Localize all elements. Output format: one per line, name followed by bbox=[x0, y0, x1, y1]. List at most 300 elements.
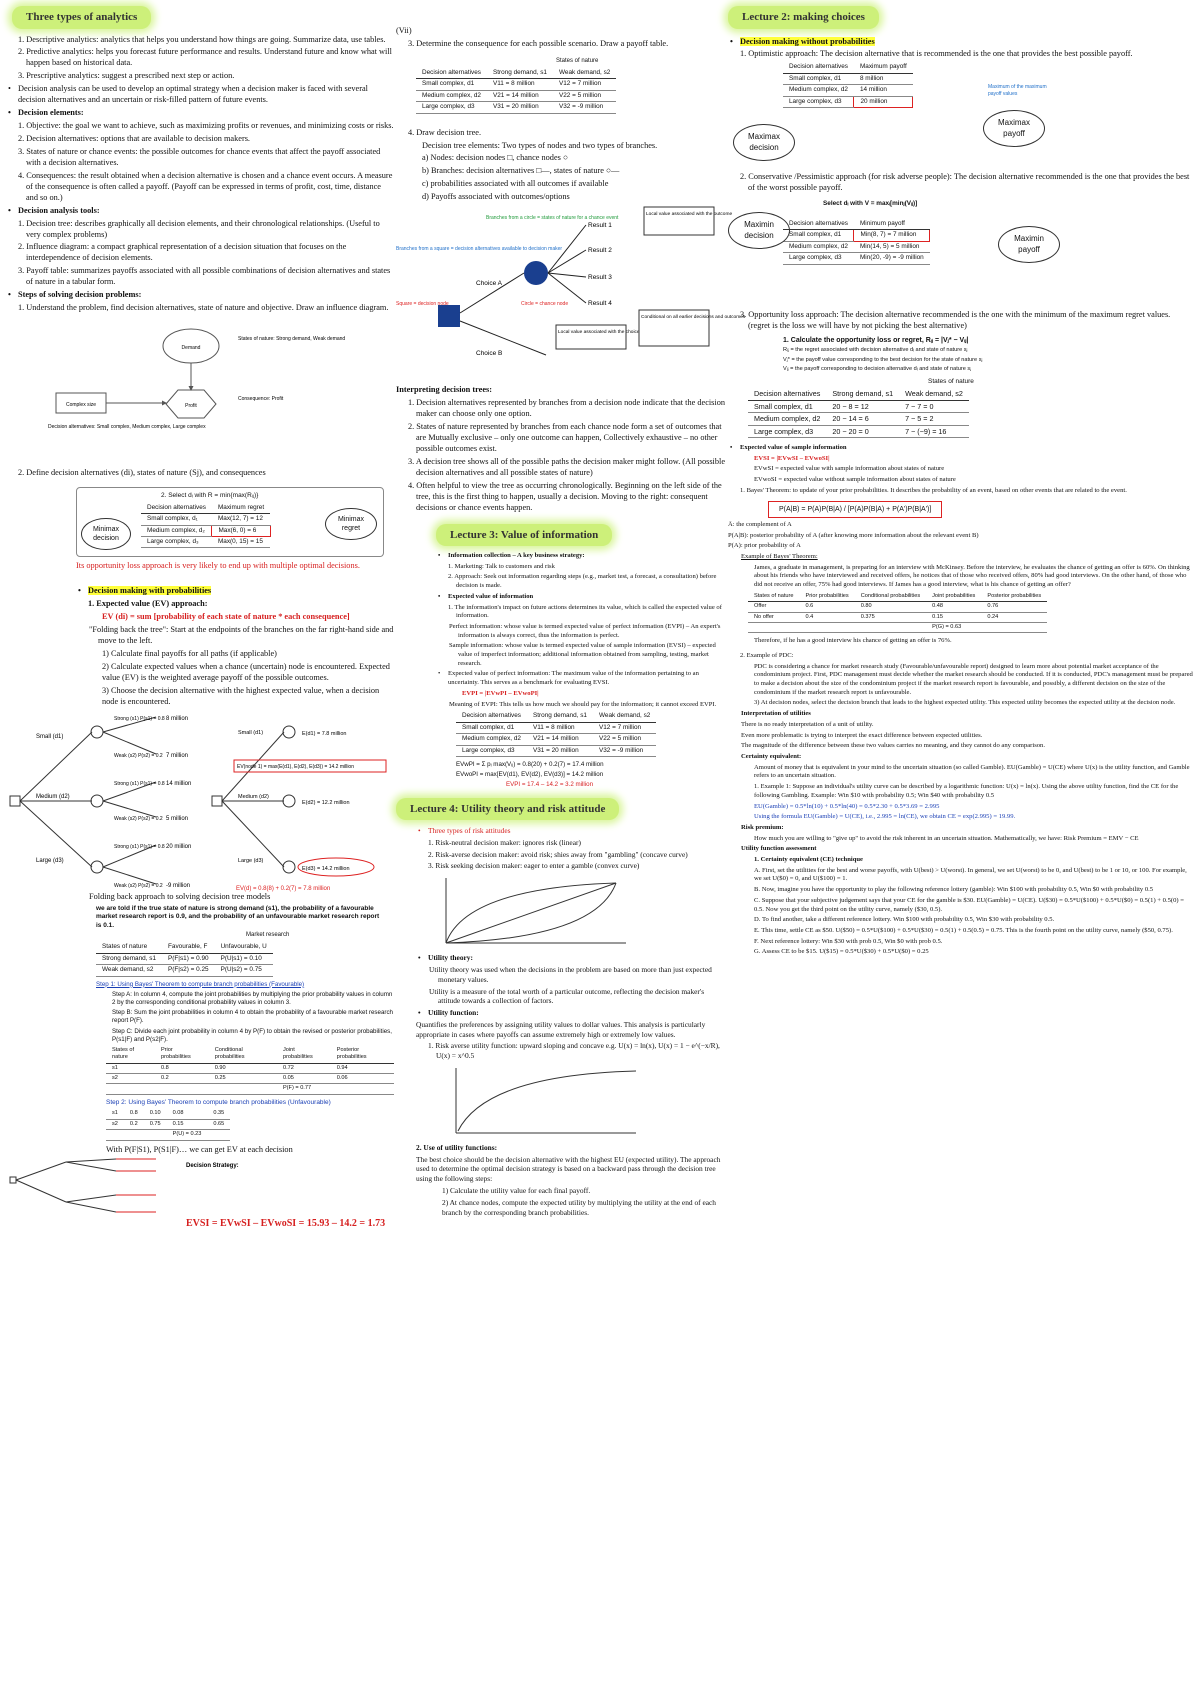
folded-evpi: EV(d) = 0.8(8) + 0.2(7) = 7.8 million bbox=[236, 885, 331, 892]
evsi-final: EVSI = EVwSI – EVwoSI = 15.93 – 14.2 = 1.73 bbox=[186, 1218, 386, 1230]
pt-r1c1: V21 = 14 million bbox=[487, 90, 553, 101]
ce-example: 1. Example 1: Suppose an individual's utility curve can be described by a logarithmic function: U(x) = ln(x). Using the above utility function, find the CE for the following Gambling. Example: Win $10 with probability 0.5; Win $40 with probability 0.5 bbox=[754, 783, 1179, 799]
risk-title: • Three types of risk attitudes bbox=[416, 826, 726, 836]
utility-2: Utility is a measure of the total worth of a particular outcome, reflecting the decision maker's attitude towards a collection of factors. bbox=[429, 986, 705, 1006]
choice-b: Choice B bbox=[476, 350, 503, 358]
ut-r0c1: 0.8 bbox=[124, 1109, 144, 1119]
analytics-1: 1. Descriptive analytics: analytics that helps you understand how things are going. Summarize data, use tables. bbox=[18, 34, 386, 44]
ex-r0c4: 0.76 bbox=[981, 602, 1047, 612]
minimax-formula: 2. Select dᵢ with R = min{max(Rᵢⱼ)} bbox=[161, 492, 259, 500]
evsi-formula: EVSI = |EVwSI – EVwoSI| bbox=[754, 454, 830, 462]
mt-r0c2: P(U|s1) = 0.10 bbox=[215, 953, 273, 964]
bayes-title: Step 1: Using Bayes' Theorem to compute branch probabilities (Favourable) bbox=[96, 980, 305, 988]
decision-analysis-text: • Decision analysis can be used to develop an optimal strategy when a decision maker is faced with several decision alternatives and an uncertain or risk-filled pattern of future events. bbox=[6, 84, 394, 106]
mx-r2c1: 20 million bbox=[854, 96, 913, 107]
folded-ev1: E(d1) = 7.8 million bbox=[302, 730, 347, 737]
interp-util-2: Even more problematic is trying to interpret the exact difference between expected utilities. bbox=[741, 731, 983, 739]
maximin-block bbox=[728, 200, 1194, 310]
without-title-text: Decision making without probabilities bbox=[740, 36, 875, 46]
minimax-table bbox=[141, 503, 271, 549]
bt-r1c1: 0.2 bbox=[155, 1074, 209, 1084]
mn-r2c0: Large complex, d3 bbox=[783, 253, 854, 264]
rg-r2c2: 7 − (−9) = 16 bbox=[899, 425, 969, 438]
regret-def-2: Vⱼ* = the payoff value corresponding to the best decision for the state of nature sⱼ bbox=[783, 356, 983, 363]
pt-h2: Weak demand, s2 bbox=[553, 68, 616, 79]
pt-r2c2: V32 = -9 million bbox=[553, 102, 616, 113]
tree-payoff-1: 8 million bbox=[166, 715, 189, 722]
pt-r1c2: V22 = 5 million bbox=[553, 90, 616, 101]
bt-r0c4: 0.94 bbox=[331, 1063, 394, 1073]
maximax-block bbox=[728, 62, 1194, 172]
evsi-item-1: EVwSI = expected value with sample information about states of nature bbox=[754, 465, 945, 473]
column-left bbox=[6, 0, 394, 1233]
demand-label: Demand bbox=[181, 345, 201, 352]
interp-util-1: There is no ready interpretation of a unit of utility. bbox=[741, 720, 874, 728]
influence-diagram bbox=[6, 316, 386, 466]
step3-text: 3. Determine the consequence for each possible scenario. Draw a payoff table. bbox=[408, 38, 669, 48]
risk-averse-fn: 1. Risk averse utility function: upward sloping and concave e.g. U(x) = ln(x), U(x) = 1 − e^(−x/R), U(x) = x^0.5 bbox=[428, 1041, 720, 1061]
mm-r1c0: Medium complex, d₂ bbox=[141, 525, 212, 536]
bt-r1c2: 0.25 bbox=[209, 1074, 277, 1084]
bayes-step-c: Step C: Divide each joint probability in column 4 by P(F) to obtain the revised or posterior probabilities, P(s1|F) and P(s2|F). bbox=[112, 1027, 392, 1043]
ep-r0c0: Small complex, d1 bbox=[456, 722, 527, 733]
premium-title: Risk premium: bbox=[741, 823, 784, 831]
tool-2: 2. Influence diagram: a compact graphical representation of a decision situation that focuses on the interdependence of decision elements. bbox=[18, 242, 347, 263]
mm-r2c1: Max(0, 15) = 15 bbox=[212, 536, 270, 547]
premium-desc: How much you are willing to "give up" to avoid the risk inherent in an uncertain situation. Mathematically, we have: Risk Premium = EMV − CE bbox=[754, 834, 1139, 842]
concave-curve bbox=[458, 1071, 636, 1131]
tree-strong-1: Strong (s1) P(s1) = 0.8 bbox=[114, 715, 165, 722]
ep-r2c2: V32 = -9 million bbox=[593, 745, 656, 756]
tree-small: Small (d1) bbox=[36, 733, 64, 740]
optimistic-text: 1. Optimistic approach: The decision alternative that is recommended is the one that provides the best possible payoff. bbox=[740, 49, 1133, 59]
local-value-label: Local value associated with the outcome bbox=[646, 212, 733, 218]
minimax-box bbox=[76, 487, 384, 557]
assess-sub: 1. Certainty equivalent (CE) technique bbox=[754, 856, 863, 864]
ex-h3: Joint probabilities bbox=[926, 592, 981, 602]
element-4: 4. Consequences: the result obtained when a decision alternative is chosen and a chance event occurs. A measure of the consequence is often called a payoff. (Payoff can be expressed in terms of profit, cost, time, distance and so on.) bbox=[18, 170, 393, 202]
bt-r0c3: 0.72 bbox=[277, 1063, 331, 1073]
ex-r1c1: 0.4 bbox=[800, 612, 855, 622]
interp-util-title: Interpretation of utilities bbox=[741, 710, 811, 718]
risk-3: 3. Risk seeking decision maker: eager to enter a gamble (convex curve) bbox=[428, 861, 640, 871]
utility-fn-title: • Utility function: bbox=[416, 1008, 726, 1018]
risk-curves-chart bbox=[436, 873, 636, 953]
bt-r0c2: 0.90 bbox=[209, 1063, 277, 1073]
bayes-text: 1. Bayes' Theorem: to update of your prior probabilities. It describes the probability of an event, based on other events that are related to the event. bbox=[740, 486, 1127, 494]
tree-item-b: b) Branches: decision alternatives □—, states of nature ○— bbox=[422, 166, 620, 176]
pt-r1c0: Medium complex, d2 bbox=[416, 90, 487, 101]
strategy-label: Decision Strategy: bbox=[186, 1163, 239, 1170]
tools-title: • Decision analysis tools: bbox=[6, 206, 394, 217]
tree-desc: Decision tree elements: Two types of nodes and two types of branches. bbox=[422, 140, 658, 150]
ep-r1c0: Medium complex, d2 bbox=[456, 734, 527, 745]
tool-3: 3. Payoff table: summarizes payoffs associated with all possible combinations of decision alternatives and states of nature in a tabular form. bbox=[18, 266, 391, 287]
consequence-label: Consequence: Profit bbox=[238, 396, 284, 403]
ce-title: Certainty equivalent: bbox=[741, 752, 802, 760]
evsi-tree-thumbnail bbox=[6, 1157, 386, 1217]
bt-total: P(F) = 0.77 bbox=[277, 1084, 331, 1094]
ex-h2: Conditional probabilities bbox=[855, 592, 926, 602]
evwopi-formula: EVwoPI = max[EV(d1), EV(d2), EV(d3)] = 14.2 million bbox=[456, 771, 604, 779]
mx-r0c1: 8 million bbox=[854, 73, 913, 84]
assess-a: A. First, set the utilities for the best and worse payoffs, with U(best) > U(worst). In general, we set U(worst) to be 0, and U(best) to be 1 or 10, or 100. For example, we set U($0) = 0, and U($100) = 1. bbox=[754, 866, 1187, 883]
heading-analytics: Three types of analytics bbox=[12, 6, 151, 29]
minimax-decision-bubble: Minimax decision bbox=[81, 518, 131, 550]
folded-ev2: E(d2) = 12.2 million bbox=[302, 799, 350, 806]
info-8: EVPI = |EVwPI – EVwoPI| bbox=[462, 689, 539, 697]
pt-r0c2: V12 = 7 million bbox=[553, 79, 616, 90]
mm-r2c0: Large complex, d₃ bbox=[141, 536, 212, 547]
ep-r2c0: Large complex, d3 bbox=[456, 745, 527, 756]
minimax-regret-bubble: Minimax regret bbox=[325, 508, 377, 540]
column-middle bbox=[396, 0, 746, 1219]
utility-1: Utility theory was used when the decisions in the problem are based on more than just expected monetary values. bbox=[429, 965, 712, 984]
tool-1: 1. Decision tree: describes graphically all decision elements, and their chronological relationships. (Useful to very complex problems) bbox=[18, 218, 380, 239]
folding-step-2: 2) Calculate expected values when a chance (uncertain) node is encountered. Expected value (EV) is the weighted average payoff of the possible outcomes. bbox=[102, 661, 390, 682]
branches-square-label: Branches from a square = decision alternatives available to decision maker bbox=[396, 246, 563, 253]
result-3: Result 3 bbox=[588, 274, 612, 282]
mm-r0c1: Max(12, 7) = 12 bbox=[212, 514, 270, 525]
step-1: 1. Understand the problem, find decision alternatives, state of nature and objective. Draw an influence diagram. bbox=[18, 303, 389, 313]
ut-total: P(U) = 0.23 bbox=[167, 1130, 208, 1140]
assess-g: G. Assess CE to be $15. U($15) = 0.5*U($30) + 0.5*U($0) = 0.25 bbox=[754, 948, 929, 956]
tree-decision-node bbox=[10, 796, 20, 806]
mt-h0: States of nature bbox=[96, 942, 162, 953]
rg-r1c1: 20 − 14 = 6 bbox=[826, 413, 899, 426]
use-title: 2. Use of utility functions: bbox=[416, 1142, 498, 1152]
mn-h0: Decision alternatives bbox=[783, 219, 854, 230]
bayes-table bbox=[106, 1046, 394, 1095]
element-2: 2. Decision alternatives: options that are available to decision makers. bbox=[18, 134, 251, 144]
ce-step-2: Using the formula EU(Gamble) = U(CE), i.e., 2.995 = ln(CE), we obtain CE = exp(2.995) = 19.99. bbox=[754, 813, 1016, 821]
evsi-title: • Expected value of sample information bbox=[728, 444, 1194, 453]
square-label: Square = decision node bbox=[396, 301, 449, 308]
column-right bbox=[728, 0, 1194, 959]
prob-title-text: Decision making with probabilities bbox=[88, 586, 212, 596]
regret-def-3: Vᵢⱼ = the payoff corresponding to decision alternative dᵢ and state of nature sⱼ bbox=[783, 366, 972, 373]
vii-label: (Vii) bbox=[396, 26, 412, 35]
evpi-final: EVPI = 17.4 – 14.2 = 3.2 million bbox=[506, 781, 594, 789]
mt-h2: Unfavourable, U bbox=[215, 942, 273, 953]
ut-r1c0: s2 bbox=[106, 1119, 124, 1129]
ex-h4: Posterior probabilities bbox=[981, 592, 1047, 602]
bt-r1c3: 0.05 bbox=[277, 1074, 331, 1084]
maximax-decision-bubble: Maximax decision bbox=[733, 124, 795, 161]
ep-r0c1: V11 = 8 million bbox=[527, 722, 593, 733]
risk-2: 2. Risk-averse decision maker: avoid risk; shies away from "gambling" (concave curve) bbox=[428, 849, 688, 859]
ex-h0: States of nature bbox=[748, 592, 800, 602]
circle-label: Circle = chance node bbox=[521, 301, 569, 308]
info-6: Sample information: whose value is termed expected value of sample information (EVSI) – expected value of imperfect information; additional information obtained from sampling, testing, market research. bbox=[449, 642, 716, 667]
use-step-2: 2) At chance nodes, compute the expected utility by multiplying the utility at the end of each branch by the corresponding branch probabilities. bbox=[442, 1197, 716, 1217]
ut-r0c0: s1 bbox=[106, 1109, 124, 1119]
folding-text: "Folding back the tree": Start at the endpoints of the branches on the far right-hand side and move to the left. bbox=[89, 625, 394, 646]
mx-h0: Decision alternatives bbox=[783, 62, 854, 73]
market-caption: Market research bbox=[246, 932, 290, 939]
mm-h1: Maximum regret bbox=[212, 503, 270, 514]
folded-large: Large (d3) bbox=[238, 857, 264, 864]
interp-1: 1. Decision alternatives represented by branches from a decision node indicate that the decision maker can choose only one option. bbox=[408, 398, 726, 419]
interp-2: 2. States of nature represented by branches from each chance node form a set of outcomes that are Mutually exclusive – only one outcome can happen, Collectively exhaustive – no other possible outcomes exist. bbox=[408, 422, 722, 453]
maximax-payoff-bubble: Maximax payoff bbox=[983, 110, 1045, 147]
ep-r1c1: V21 = 14 million bbox=[527, 734, 593, 745]
market-table bbox=[96, 942, 273, 976]
mm-h0: Decision alternatives bbox=[141, 503, 212, 514]
pt-r2c1: V31 = 20 million bbox=[487, 102, 553, 113]
tree-weak-1: Weak (s2) P(s2) = 0.2 bbox=[114, 752, 163, 759]
tree-payoff-5: 20 million bbox=[166, 843, 192, 850]
bayes-def-1: Ā: the complement of A bbox=[728, 520, 792, 528]
opportunity-text: 3. Opportunity loss approach: The decision alternative recommended is the one with the minimum of the maximum regret values. (regret is the loss we will have by not picking the best alternative) bbox=[740, 310, 1171, 331]
step-2: 2. Define decision alternatives (di), states of nature (Sj), and consequences bbox=[18, 468, 266, 478]
ex-r0c2: 0.80 bbox=[855, 602, 926, 612]
choice-a: Choice A bbox=[476, 280, 503, 288]
info-0: • Information collection – A key business strategy: bbox=[436, 552, 726, 561]
bt-r0c0: s1 bbox=[106, 1063, 155, 1073]
maximin-formula: Select dᵢ with V = maxᵢ[minⱼ(Vᵢⱼ)] bbox=[823, 200, 918, 208]
unfav-title: Step 2: Using Bayes' Theorem to compute branch probabilities (Unfavourable) bbox=[106, 1098, 331, 1106]
ep-r2c1: V31 = 20 million bbox=[527, 745, 593, 756]
pdc-text: PDC is considering a chance for market research study (Favourable/unfavourable report) designed to learn more about potential market acceptance of the condominium project. First, PDC management must decide whether the market research should be conducted. If it is conducted, PDC's management must be prepared to make a decision about the size of the condominium project if the market research report is favourable, and possibly, a different decision on the size of the condominium if the market research report is unfavourable. bbox=[754, 662, 1193, 696]
result-1: Result 1 bbox=[588, 222, 612, 230]
analytics-3: 3. Prescriptive analytics: suggest a prescribed next step or action. bbox=[18, 71, 235, 81]
tree-weak-2: Weak (s2) P(s2) = 0.2 bbox=[114, 815, 163, 822]
ex-r0c3: 0.48 bbox=[926, 602, 981, 612]
ev-each: With P(F|S1), P(S1|F)… we can get EV at each decision bbox=[106, 1144, 293, 1154]
pt-r0c0: Small complex, d1 bbox=[416, 79, 487, 90]
example-title: Example of Bayes' Theorem: bbox=[741, 552, 818, 560]
tree-weak-3: Weak (s2) P(s2) = 0.2 bbox=[114, 882, 163, 889]
evwpi-formula: EVwPI = Σ pᵢ max(Vᵢⱼ) = 0.8(20) + 0.2(7) = 17.4 million bbox=[456, 761, 604, 769]
local-choice-label: Local value associated with the choice bbox=[558, 330, 640, 336]
mx-r2c0: Large complex, d3 bbox=[783, 96, 854, 107]
ex-r1c2: 0.375 bbox=[855, 612, 926, 622]
regret-table bbox=[748, 388, 969, 438]
bt-h4: Posterior probabilities bbox=[331, 1046, 394, 1063]
evsi-item-2: EVwoSI = expected value without sample information about states of nature bbox=[754, 476, 956, 484]
regret-caption: States of nature bbox=[928, 377, 974, 385]
ev-title: 1. Expected value (EV) approach: bbox=[88, 599, 208, 609]
decision-tree-diagram bbox=[396, 205, 746, 385]
ep-r0c2: V12 = 7 million bbox=[593, 722, 656, 733]
pdc-step3: 3) At decision nodes, select the decision branch that leads to the highest expected utility. This expected utility becomes the expected utility at the decision node. bbox=[754, 699, 1176, 707]
pt-r0c1: V11 = 8 million bbox=[487, 79, 553, 90]
folded-evmax: EV(node 1) = max(E(d1), E(d2), E(d3)) = 14.2 million bbox=[237, 763, 354, 770]
heading-lecture2: Lecture 2: making choices bbox=[728, 6, 879, 29]
ex-h1: Prior probabilities bbox=[800, 592, 855, 602]
payoff-table bbox=[416, 68, 616, 114]
info-1: 1. Marketing: Talk to customers and risk bbox=[448, 562, 555, 570]
bayes-formula: P(A|B) = P(A)P(B|A) / [P(A)P(B|A) + P(A')P(B|A')] bbox=[768, 501, 942, 518]
ex-r1c4: 0.24 bbox=[981, 612, 1047, 622]
ep-h1: Strong demand, s1 bbox=[527, 711, 593, 722]
heading-lecture4: Lecture 4: Utility theory and risk attitude bbox=[396, 798, 619, 821]
alts-label: Decision alternatives: Small complex, Medium complex, Large complex bbox=[48, 424, 206, 431]
mx-r1c1: 14 million bbox=[854, 85, 913, 96]
interp-3: 3. A decision tree shows all of the possible paths the decision maker might follow. (All possible decision alternatives and all possible states of nature) bbox=[408, 456, 725, 477]
regret-def-1: Rᵢⱼ = the regret associated with decision alternative dᵢ and state of nature sⱼ bbox=[783, 347, 968, 354]
utility-theory-title: • Utility theory: bbox=[416, 953, 726, 963]
info-3: • Expected value of information bbox=[436, 593, 726, 602]
tree-payoff-2: 7 million bbox=[166, 752, 189, 759]
maximax-note: Maximum of the maximum payoff values bbox=[988, 84, 1047, 97]
ut-r0c3: 0.08 bbox=[167, 1109, 208, 1119]
tree-payoff-3: 14 million bbox=[166, 780, 192, 787]
mt-r1c1: P(F|s2) = 0.25 bbox=[162, 965, 215, 976]
maximin-payoff-bubble: Maximin payoff bbox=[998, 226, 1060, 263]
bayes-def-3: P(A): prior probability of A bbox=[728, 542, 801, 550]
assess-title: Utility function assessment bbox=[741, 845, 817, 853]
conditional-label: Conditional on all earlier decisions and outcomes bbox=[641, 315, 746, 321]
elements-title: • Decision elements: bbox=[6, 108, 394, 119]
tree-payoff-4: 5 million bbox=[166, 815, 189, 822]
bayes-def-2: P(A|B): posterior probability of A (after knowing more information about the relevant event B) bbox=[728, 531, 979, 539]
chance-node-circle bbox=[524, 261, 548, 285]
steps-title: • Steps of solving decision problems: bbox=[6, 290, 394, 301]
tree-strong-3: Strong (s1) P(s1) = 0.8 bbox=[114, 843, 165, 850]
conservative-text: 2. Conservative /Pessimistic approach (for risk adverse people): The decision alternative recommended is the one that provides the best of the worst possible payoff. bbox=[740, 172, 1190, 193]
regret-formula: 1. Calculate the opportunity loss or regret, Rᵢⱼ = |Vⱼ* − Vᵢⱼ| bbox=[783, 337, 969, 345]
folding-tree bbox=[6, 712, 391, 892]
info-7: • Expected value of perfect information: The maximum value of the information pertaining to an uncertainty. This serves as a benchmark for evaluating EVSI. bbox=[436, 670, 726, 687]
mm-r0c0: Small complex, d₁ bbox=[141, 514, 212, 525]
rg-r1c0: Medium complex, d2 bbox=[748, 413, 826, 426]
ev-formula: EV (di) = sum [probability of each state of nature * each consequence] bbox=[102, 612, 350, 622]
folded-small: Small (d1) bbox=[238, 729, 264, 736]
ce-step-1: EU(Gamble) = 0.5*ln(10) + 0.5*ln(40) = 0.5*2.30 + 0.5*3.69 = 2.995 bbox=[754, 802, 940, 810]
without-title bbox=[728, 37, 1194, 48]
branches-circle-label: Branches from a circle = states of nature for a chance event bbox=[486, 215, 619, 222]
element-1: 1. Objective: the goal we want to achieve, such as maximizing profits or revenues, and minimizing costs or risks. bbox=[18, 121, 394, 131]
heading-lecture3: Lecture 3: Value of information bbox=[436, 524, 612, 547]
payoff-caption: States of nature bbox=[556, 57, 599, 64]
assess-e: E. This time, settle CE as $50. U($50) = 0.5*U($100) + 0.5*U($30) = 0.5(1) + 0.5(0.5) = 0.75. This is the fourth point on the utility curve, namely ($50, 0.75). bbox=[754, 926, 1173, 934]
analytics-2: 2. Predictive analytics: helps you forecast future performance and results. Understand future and know what will happen based on historical data. bbox=[18, 47, 392, 68]
rg-h0: Decision alternatives bbox=[748, 388, 826, 400]
folded-medium: Medium (d2) bbox=[238, 793, 269, 800]
mn-r0c1: Min(8, 7) = 7 million bbox=[854, 230, 930, 241]
utility-fn-desc: Quantifies the preferences by assigning utility values to dollar values. This analysis is particularly appropriate in cases where payoffs can assume extremely high or extremely low values. bbox=[416, 1019, 706, 1039]
prob-title bbox=[76, 586, 394, 597]
ex-r1c3: 0.15 bbox=[926, 612, 981, 622]
mt-h1: Favourable, F bbox=[162, 942, 215, 953]
mn-r1c1: Min(14, 5) = 5 million bbox=[854, 241, 930, 252]
mt-r1c2: P(U|s2) = 0.75 bbox=[215, 965, 273, 976]
mn-r0c0: Small complex, d1 bbox=[783, 230, 854, 241]
interp-title: Interpreting decision trees: bbox=[396, 385, 493, 395]
result-4: Result 4 bbox=[588, 300, 612, 308]
mn-r1c0: Medium complex, d2 bbox=[783, 241, 854, 252]
rg-r2c1: 20 − 20 = 0 bbox=[826, 425, 899, 438]
mn-r2c1: Min(20, -9) = -9 million bbox=[854, 253, 930, 264]
pt-h0: Decision alternatives bbox=[416, 68, 487, 79]
folding-step-1: 1) Calculate final payoffs for all paths (if applicable) bbox=[102, 649, 277, 659]
info-9: Meaning of EVPI: This tells us how much we should pay for the information; it cannot exceed EVPI. bbox=[449, 700, 717, 708]
market-intro: we are told if the true state of nature is strong demand (s1), the probability of a favourable market research report is 0.9, and the probability of an unfavourable market research report is 0.1. bbox=[96, 904, 380, 929]
example-conclusion: Therefore, if he has a good interview his chance of getting an offer is 76%. bbox=[754, 637, 952, 645]
rg-r2c0: Large complex, d3 bbox=[748, 425, 826, 438]
maximin-decision-bubble: Maximin decision bbox=[728, 212, 790, 249]
ut-r0c2: 0.10 bbox=[144, 1109, 167, 1119]
element-3: 3. States of nature or chance events: the possible outcomes for chance events that affect the payoff associated with a decision alternatives. bbox=[18, 146, 381, 167]
bayes-step-a: Step A: In column 4, compute the joint probabilities by multiplying the prior probability values in column 2 by the corresponding conditional probability values in column 3. bbox=[112, 990, 393, 1007]
ut-r0c4: 0.35 bbox=[207, 1109, 230, 1119]
ex-r0c1: 0.6 bbox=[800, 602, 855, 612]
mx-r1c0: Medium complex, d2 bbox=[783, 85, 854, 96]
ex-r0c0: Offer bbox=[748, 602, 800, 612]
folded-ev3: E(d3) = 14.2 million bbox=[302, 865, 350, 872]
ep-h2: Weak demand, s2 bbox=[593, 711, 656, 722]
tree-item-d: d) Payoffs associated with outcomes/options bbox=[422, 192, 570, 202]
assess-d: D. To find another, take a different reference lottery. Win $100 with probability 0.5, Win $30 with probability 0.5. bbox=[754, 916, 1055, 924]
ut-r1c4: 0.65 bbox=[207, 1119, 230, 1129]
ce-desc: Amount of money that is equivalent in your mind to the uncertain situation (so called Gamble). EU(Gamble) = U(CE) where U(x) is the utility function, and Gamble refers to an uncertain situation. bbox=[754, 763, 1190, 780]
rg-r1c2: 7 − 5 = 2 bbox=[899, 413, 969, 426]
mt-r0c0: Strong demand, s1 bbox=[96, 953, 162, 964]
mt-r1c0: Weak demand, s2 bbox=[96, 965, 162, 976]
tree-strong-2: Strong (s1) P(s1) = 0.8 bbox=[114, 780, 165, 787]
rg-r0c1: 20 − 8 = 12 bbox=[826, 400, 899, 413]
pdc-title: 2. Example of PDC: bbox=[740, 651, 794, 659]
states-label: States of nature: Strong demand, Weak demand bbox=[238, 336, 346, 343]
bt-r1c4: 0.06 bbox=[331, 1074, 394, 1084]
example-text: James, a graduate in management, is preparing for an interview with McKinsey. Before the interview, he evaluates the chance of getting an offer is 60%. On thinking about his friends who have interviewed and received offers, he notices that of those who received offers, 80% had good interviews. On the other hand, of those who did not receive an offer, 75% had good interviews. If James has a good interview, what is his chance of getting an offer? bbox=[754, 563, 1190, 589]
interp-util-3: The magnitude of the difference between these two values carries no meaning, and they cannot do any comparison. bbox=[741, 742, 1045, 750]
rg-h1: Strong demand, s1 bbox=[826, 388, 899, 400]
use-step-1: 1) Calculate the utility value for each final payoff. bbox=[442, 1185, 591, 1195]
step4-text: 4. Draw decision tree. bbox=[408, 127, 482, 137]
pt-r2c0: Large complex, d3 bbox=[416, 102, 487, 113]
info-4: 1. The information's impact on future actions determines its value, which is called the expected value of information. bbox=[448, 603, 722, 620]
evpi-payoff-table bbox=[456, 711, 656, 757]
bayes-step-b: Step B: Sum the joint probabilities in column 4 to obtain the probability of a favourable market research report P(F). bbox=[112, 1009, 393, 1025]
tree-item-c: c) probabilities associated with all outcomes if available bbox=[422, 179, 609, 189]
assess-f: F. Next reference lottery: Win $30 with prob 0.5, Win $0 with prob 0.5. bbox=[754, 937, 943, 945]
mx-r0c0: Small complex, d1 bbox=[783, 73, 854, 84]
profit-label: Profit bbox=[185, 403, 197, 410]
ex-r1c0: No offer bbox=[748, 612, 800, 622]
mx-h1: Maximum payoff bbox=[854, 62, 913, 73]
rg-r0c0: Small complex, d1 bbox=[748, 400, 826, 413]
mt-r0c1: P(F|s1) = 0.90 bbox=[162, 953, 215, 964]
assess-c: C. Suppose that your subjective judgement says that your CE for the gamble is $30. EU(Gamble) = U(CE). U($30) = 0.5*U($100) + 0.5*U($0) = 0.5(1) + 0.5(0) = 0.5. Now you get the third point on the utility curve, namely ($30, 0.5). bbox=[754, 896, 1184, 913]
info-5: Perfect information: whose value is termed expected value of perfect information (EVPI) – An expert's information is always correct, thus the information is perfect. bbox=[449, 622, 721, 639]
pt-h1: Strong demand, s1 bbox=[487, 68, 553, 79]
mn-h1: Minimum payoff bbox=[854, 219, 930, 230]
concave-utility-chart bbox=[446, 1063, 646, 1143]
mm-r1c1: Max(6, 0) = 6 bbox=[212, 525, 270, 536]
ex-total: P(G) = 0.63 bbox=[926, 622, 981, 632]
info-2: 2. Approach: Seek out information regarding steps (e.g., market test, a forecast, a consultation) before decision is made. bbox=[448, 573, 717, 590]
minimax-note: Its opportunity loss approach is very likely to end up with multiple optimal decisions. bbox=[76, 561, 360, 571]
bt-h1: Prior probabilities bbox=[155, 1046, 209, 1063]
maximax-table bbox=[783, 62, 913, 108]
unfav-table bbox=[106, 1109, 230, 1140]
bt-r1c0: s2 bbox=[106, 1074, 155, 1084]
bt-h2: Conditional probabilities bbox=[209, 1046, 277, 1063]
folding-step-3: 3) Choose the decision alternative with the highest expected value, when a decision node is encountered. bbox=[102, 685, 380, 706]
bt-h3: Joint probabilities bbox=[277, 1046, 331, 1063]
folding-bottom: Folding back approach to solving decision tree models bbox=[89, 891, 271, 901]
use-desc: The best choice should be the decision alternative with the highest EU (expected utility). The approach used to determine the optimal decision strategy is based on a backward pass through the decision tree using the following steps: bbox=[416, 1154, 721, 1184]
bt-r0c1: 0.8 bbox=[155, 1063, 209, 1073]
rg-r0c2: 7 − 7 = 0 bbox=[899, 400, 969, 413]
ut-r1c1: 0.2 bbox=[124, 1119, 144, 1129]
complex-label: Complex size bbox=[65, 402, 97, 409]
tree-item-a: a) Nodes: decision nodes □, chance nodes ○ bbox=[422, 153, 568, 163]
maximin-table bbox=[783, 219, 930, 265]
